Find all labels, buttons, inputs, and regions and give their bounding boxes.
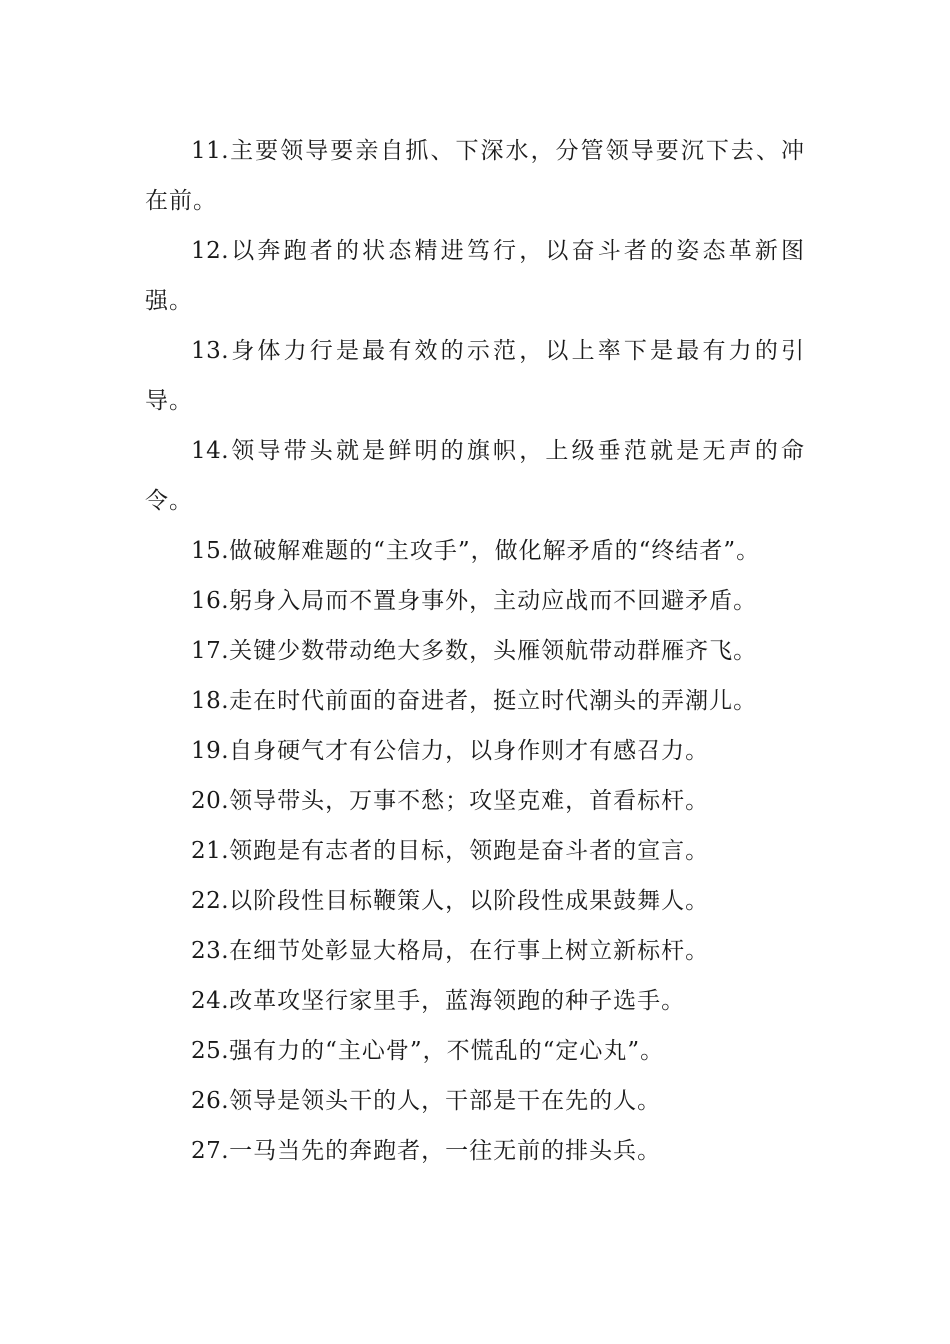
list-item bbox=[145, 776, 805, 826]
item-text: 身体力行是最有效的示范，以上率下是最有力的引导。 bbox=[145, 338, 805, 414]
list-item bbox=[145, 526, 805, 576]
list-item bbox=[145, 126, 805, 226]
list-item bbox=[145, 626, 805, 676]
item-number: 27. bbox=[191, 1138, 230, 1164]
list-item bbox=[145, 1076, 805, 1126]
list-item bbox=[145, 726, 805, 776]
item-text: 一马当先的奔跑者，一往无前的排头兵。 bbox=[229, 1138, 662, 1164]
list-item bbox=[145, 326, 805, 426]
document-body bbox=[145, 126, 805, 1176]
item-text: 领导带头，万事不愁；攻坚克难，首看标杆。 bbox=[229, 788, 710, 814]
item-text: 改革攻坚行家里手，蓝海领跑的种子选手。 bbox=[229, 988, 686, 1014]
list-item bbox=[145, 976, 805, 1026]
item-number: 17. bbox=[191, 638, 230, 664]
item-text: 走在时代前面的奋进者，挺立时代潮头的弄潮儿。 bbox=[229, 688, 758, 714]
item-text: 躬身入局而不置身事外，主动应战而不回避矛盾。 bbox=[229, 588, 758, 614]
item-number: 20. bbox=[191, 788, 230, 814]
item-number: 15. bbox=[191, 538, 230, 564]
item-number: 23. bbox=[191, 938, 230, 964]
item-number: 13. bbox=[191, 338, 230, 364]
item-number: 19. bbox=[191, 738, 230, 764]
list-item bbox=[145, 576, 805, 626]
list-item bbox=[145, 926, 805, 976]
item-number: 21. bbox=[191, 838, 230, 864]
item-number: 22. bbox=[191, 888, 230, 914]
item-text: 主要领导要亲自抓、下深水，分管领导要沉下去、冲在前。 bbox=[145, 138, 805, 214]
item-text: 做破解难题的“主攻手”，做化解矛盾的“终结者”。 bbox=[229, 538, 761, 564]
list-item bbox=[145, 1026, 805, 1076]
list-item bbox=[145, 876, 805, 926]
item-number: 24. bbox=[191, 988, 230, 1014]
list-item bbox=[145, 826, 805, 876]
item-text: 在细节处彰显大格局，在行事上树立新标杆。 bbox=[229, 938, 710, 964]
list-item bbox=[145, 426, 805, 526]
item-text: 以奔跑者的状态精进笃行，以奋斗者的姿态革新图强。 bbox=[145, 238, 805, 314]
item-text: 领导是领头干的人，干部是干在先的人。 bbox=[229, 1088, 662, 1114]
item-text: 领导带头就是鲜明的旗帜，上级垂范就是无声的命令。 bbox=[145, 438, 805, 514]
list-item bbox=[145, 676, 805, 726]
item-text: 关键少数带动绝大多数，头雁领航带动群雁齐飞。 bbox=[229, 638, 758, 664]
item-number: 25. bbox=[191, 1038, 230, 1064]
item-number: 18. bbox=[191, 688, 230, 714]
item-number: 12. bbox=[191, 238, 230, 264]
item-number: 16. bbox=[191, 588, 230, 614]
item-number: 26. bbox=[191, 1088, 230, 1114]
list-item bbox=[145, 226, 805, 326]
list-item bbox=[145, 1126, 805, 1176]
item-text: 自身硬气才有公信力，以身作则才有感召力。 bbox=[229, 738, 710, 764]
item-text: 强有力的“主心骨”，不慌乱的“定心丸”。 bbox=[229, 1038, 665, 1064]
item-number: 14. bbox=[191, 438, 230, 464]
item-text: 以阶段性目标鞭策人，以阶段性成果鼓舞人。 bbox=[229, 888, 710, 914]
item-number: 11. bbox=[191, 138, 230, 164]
item-text: 领跑是有志者的目标，领跑是奋斗者的宣言。 bbox=[229, 838, 710, 864]
